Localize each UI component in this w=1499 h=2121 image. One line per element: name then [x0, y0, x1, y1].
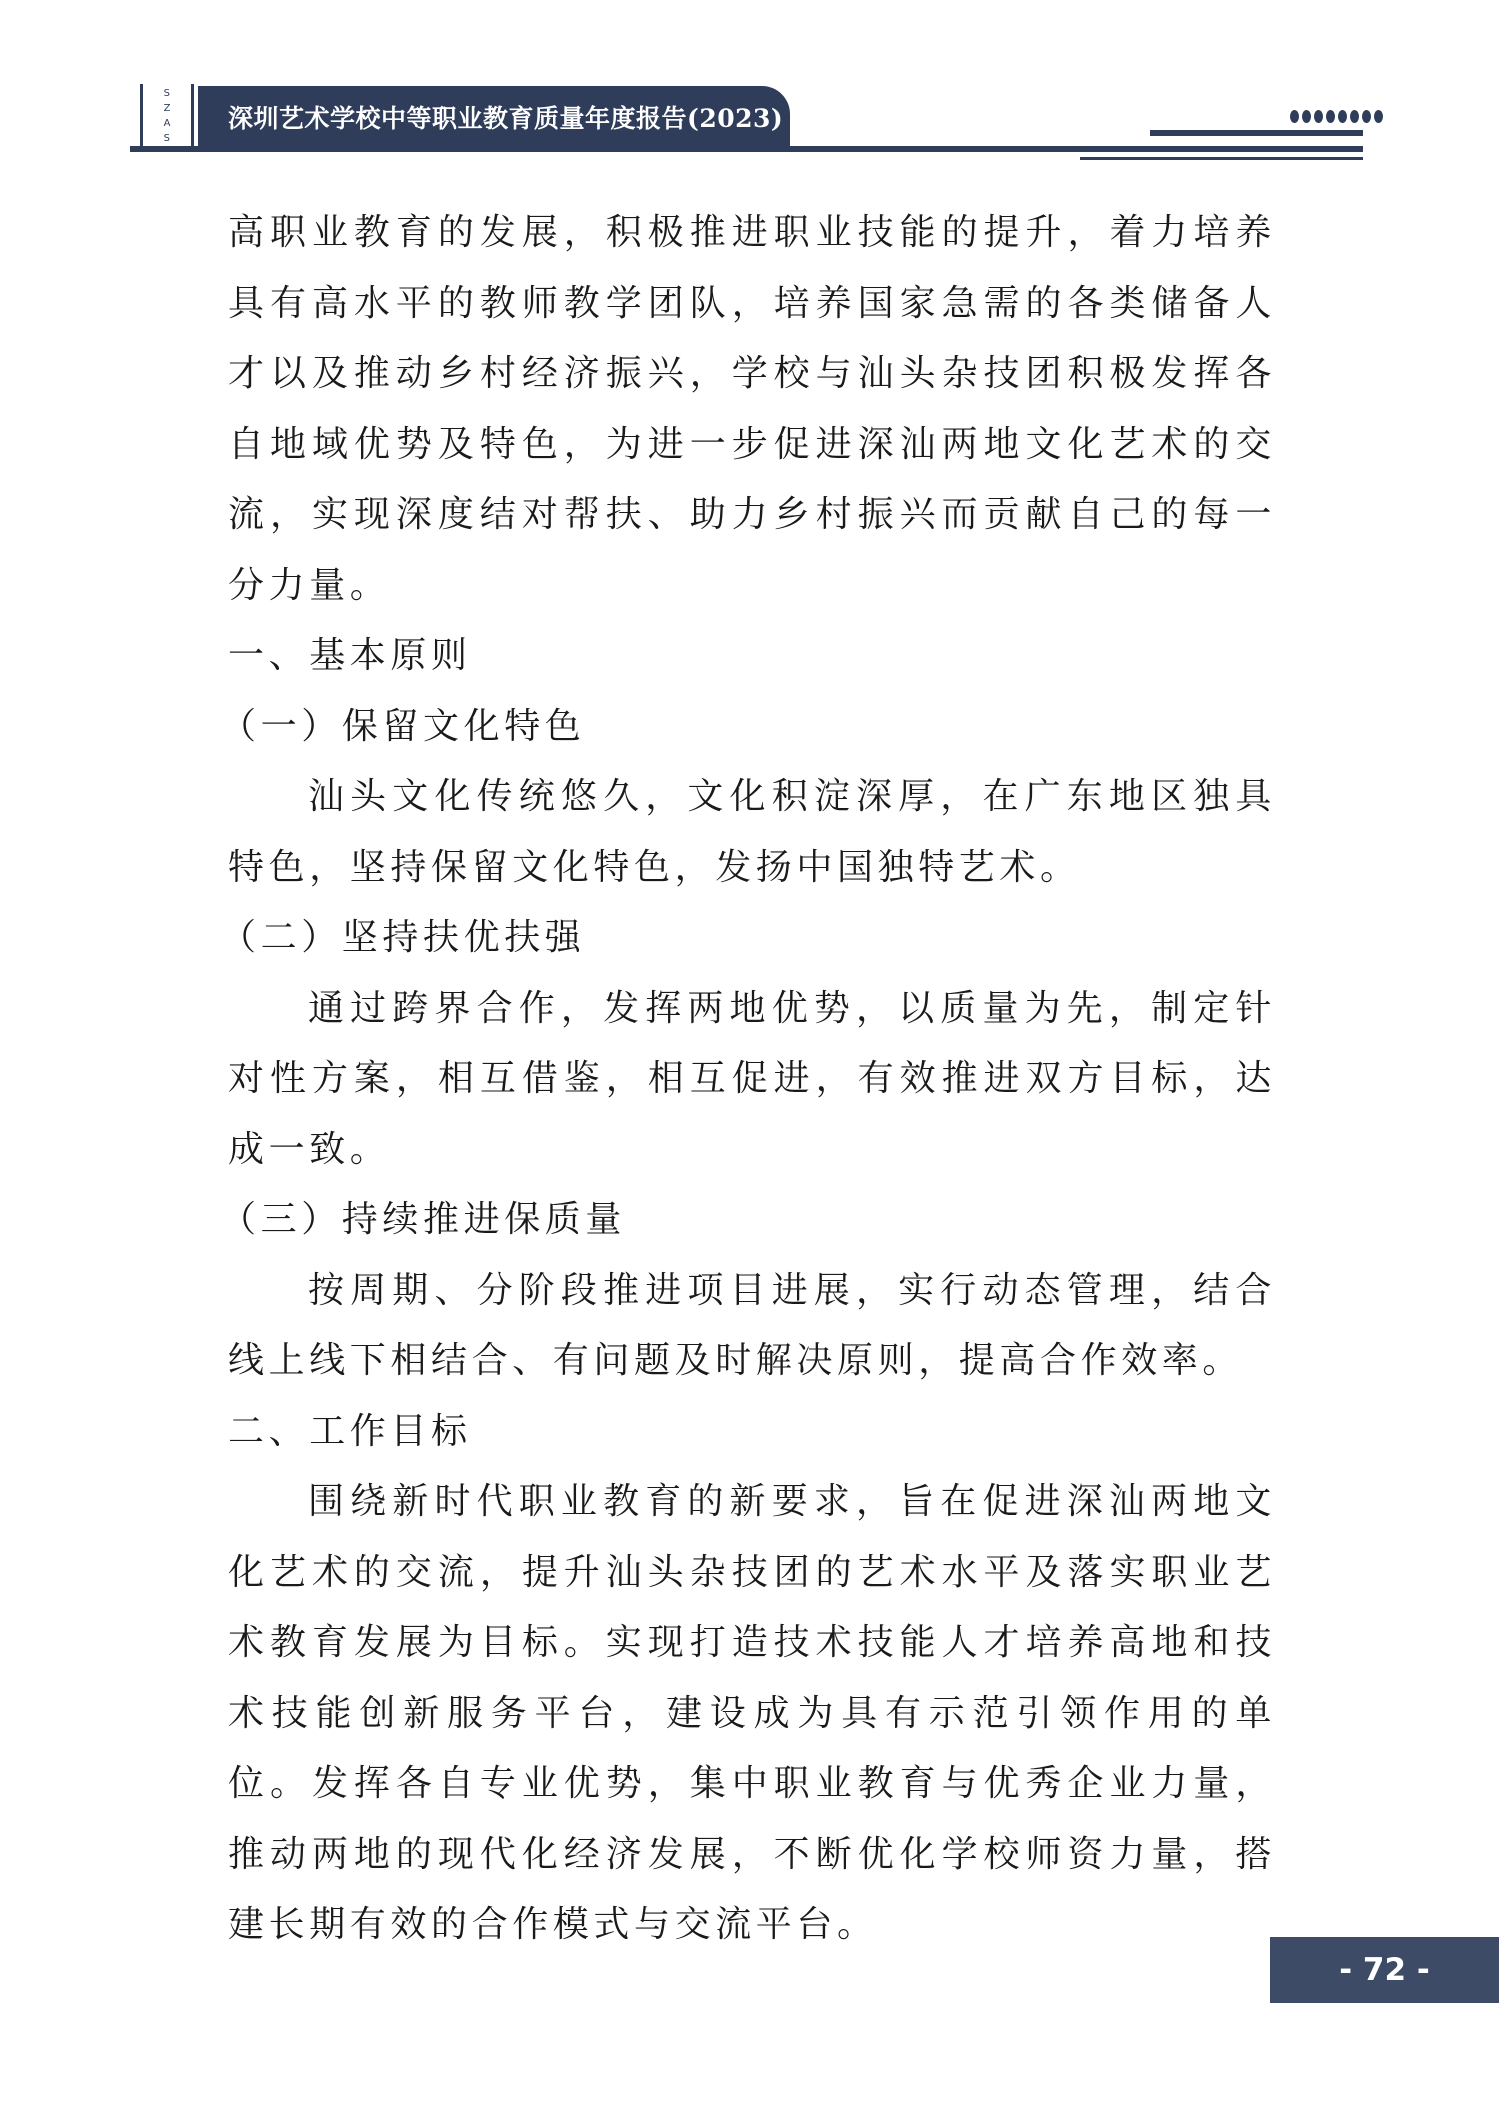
subsection-heading: （三）持续推进保质量	[220, 1199, 627, 1240]
logo-letter: S	[163, 87, 170, 99]
section-heading: 二、工作目标	[228, 1410, 472, 1452]
body-paragraph: 围绕新时代职业教育的新要求，旨在促进深汕两地文化艺术的交流，提升汕头杂技团的艺术水平及落实职业艺术教育发展为目标。实现打造技术技能人才培养高地和技术技能创新服务平台，建设成为具有示范引领作用的单位。发挥各自专业优势，集中职业教育与优秀企业力量，推动两地的现代化经济发展，不断优化学校师资力量，搭建长期有效的合作模式与交流平台。	[228, 1481, 1276, 1945]
subsection-heading: （二）坚持扶优扶强	[220, 917, 586, 958]
logo-letter: A	[163, 117, 171, 129]
logo-bar-right	[191, 84, 194, 148]
header-dots-decoration	[1290, 110, 1383, 123]
logo-letters	[160, 86, 175, 146]
subsection-heading: （一）保留文化特色	[220, 705, 586, 747]
logo-letter: Z	[163, 102, 171, 114]
report-title: 深圳艺术学校中等职业教育质量年度报告(2023)	[228, 104, 784, 133]
section-heading: 一、基本原则	[228, 635, 472, 676]
header-rule	[130, 146, 1363, 152]
school-logo	[140, 84, 194, 148]
body-paragraph: 高职业教育的发展，积极推进职业技能的提升，着力培养具有高水平的教师教学团队，培养国家急需的各类储备人才以及推动乡村经济振兴，学校与汕头杂技团积极发挥各自地域优势及特色，为进一步促进深汕两地文化艺术的交流，实现深度结对帮扶、助力乡村振兴而贡献自己的每一分力量。	[228, 212, 1276, 606]
logo-letter: S	[163, 132, 170, 144]
page-body	[220, 198, 1276, 1961]
body-paragraph: 通过跨界合作，发挥两地优势，以质量为先，制定针对性方案，相互借鉴，相互促进，有效推进双方目标，达成一致。	[228, 987, 1276, 1170]
body-paragraph: 汕头文化传统悠久，文化积淀深厚，在广东地区独具特色，坚持保留文化特色，发扬中国独特艺术。	[228, 776, 1276, 888]
body-paragraph: 按周期、分阶段推进项目进展，实行动态管理，结合线上线下相结合、有问题及时解决原则，提高合作效率。	[228, 1269, 1276, 1381]
page-number: - 72 -	[1270, 1937, 1499, 2003]
logo-bar-left	[140, 84, 143, 148]
header-rule-accent	[1150, 130, 1363, 136]
header-title-tab	[198, 86, 790, 148]
header-rule-thin	[1080, 157, 1363, 160]
